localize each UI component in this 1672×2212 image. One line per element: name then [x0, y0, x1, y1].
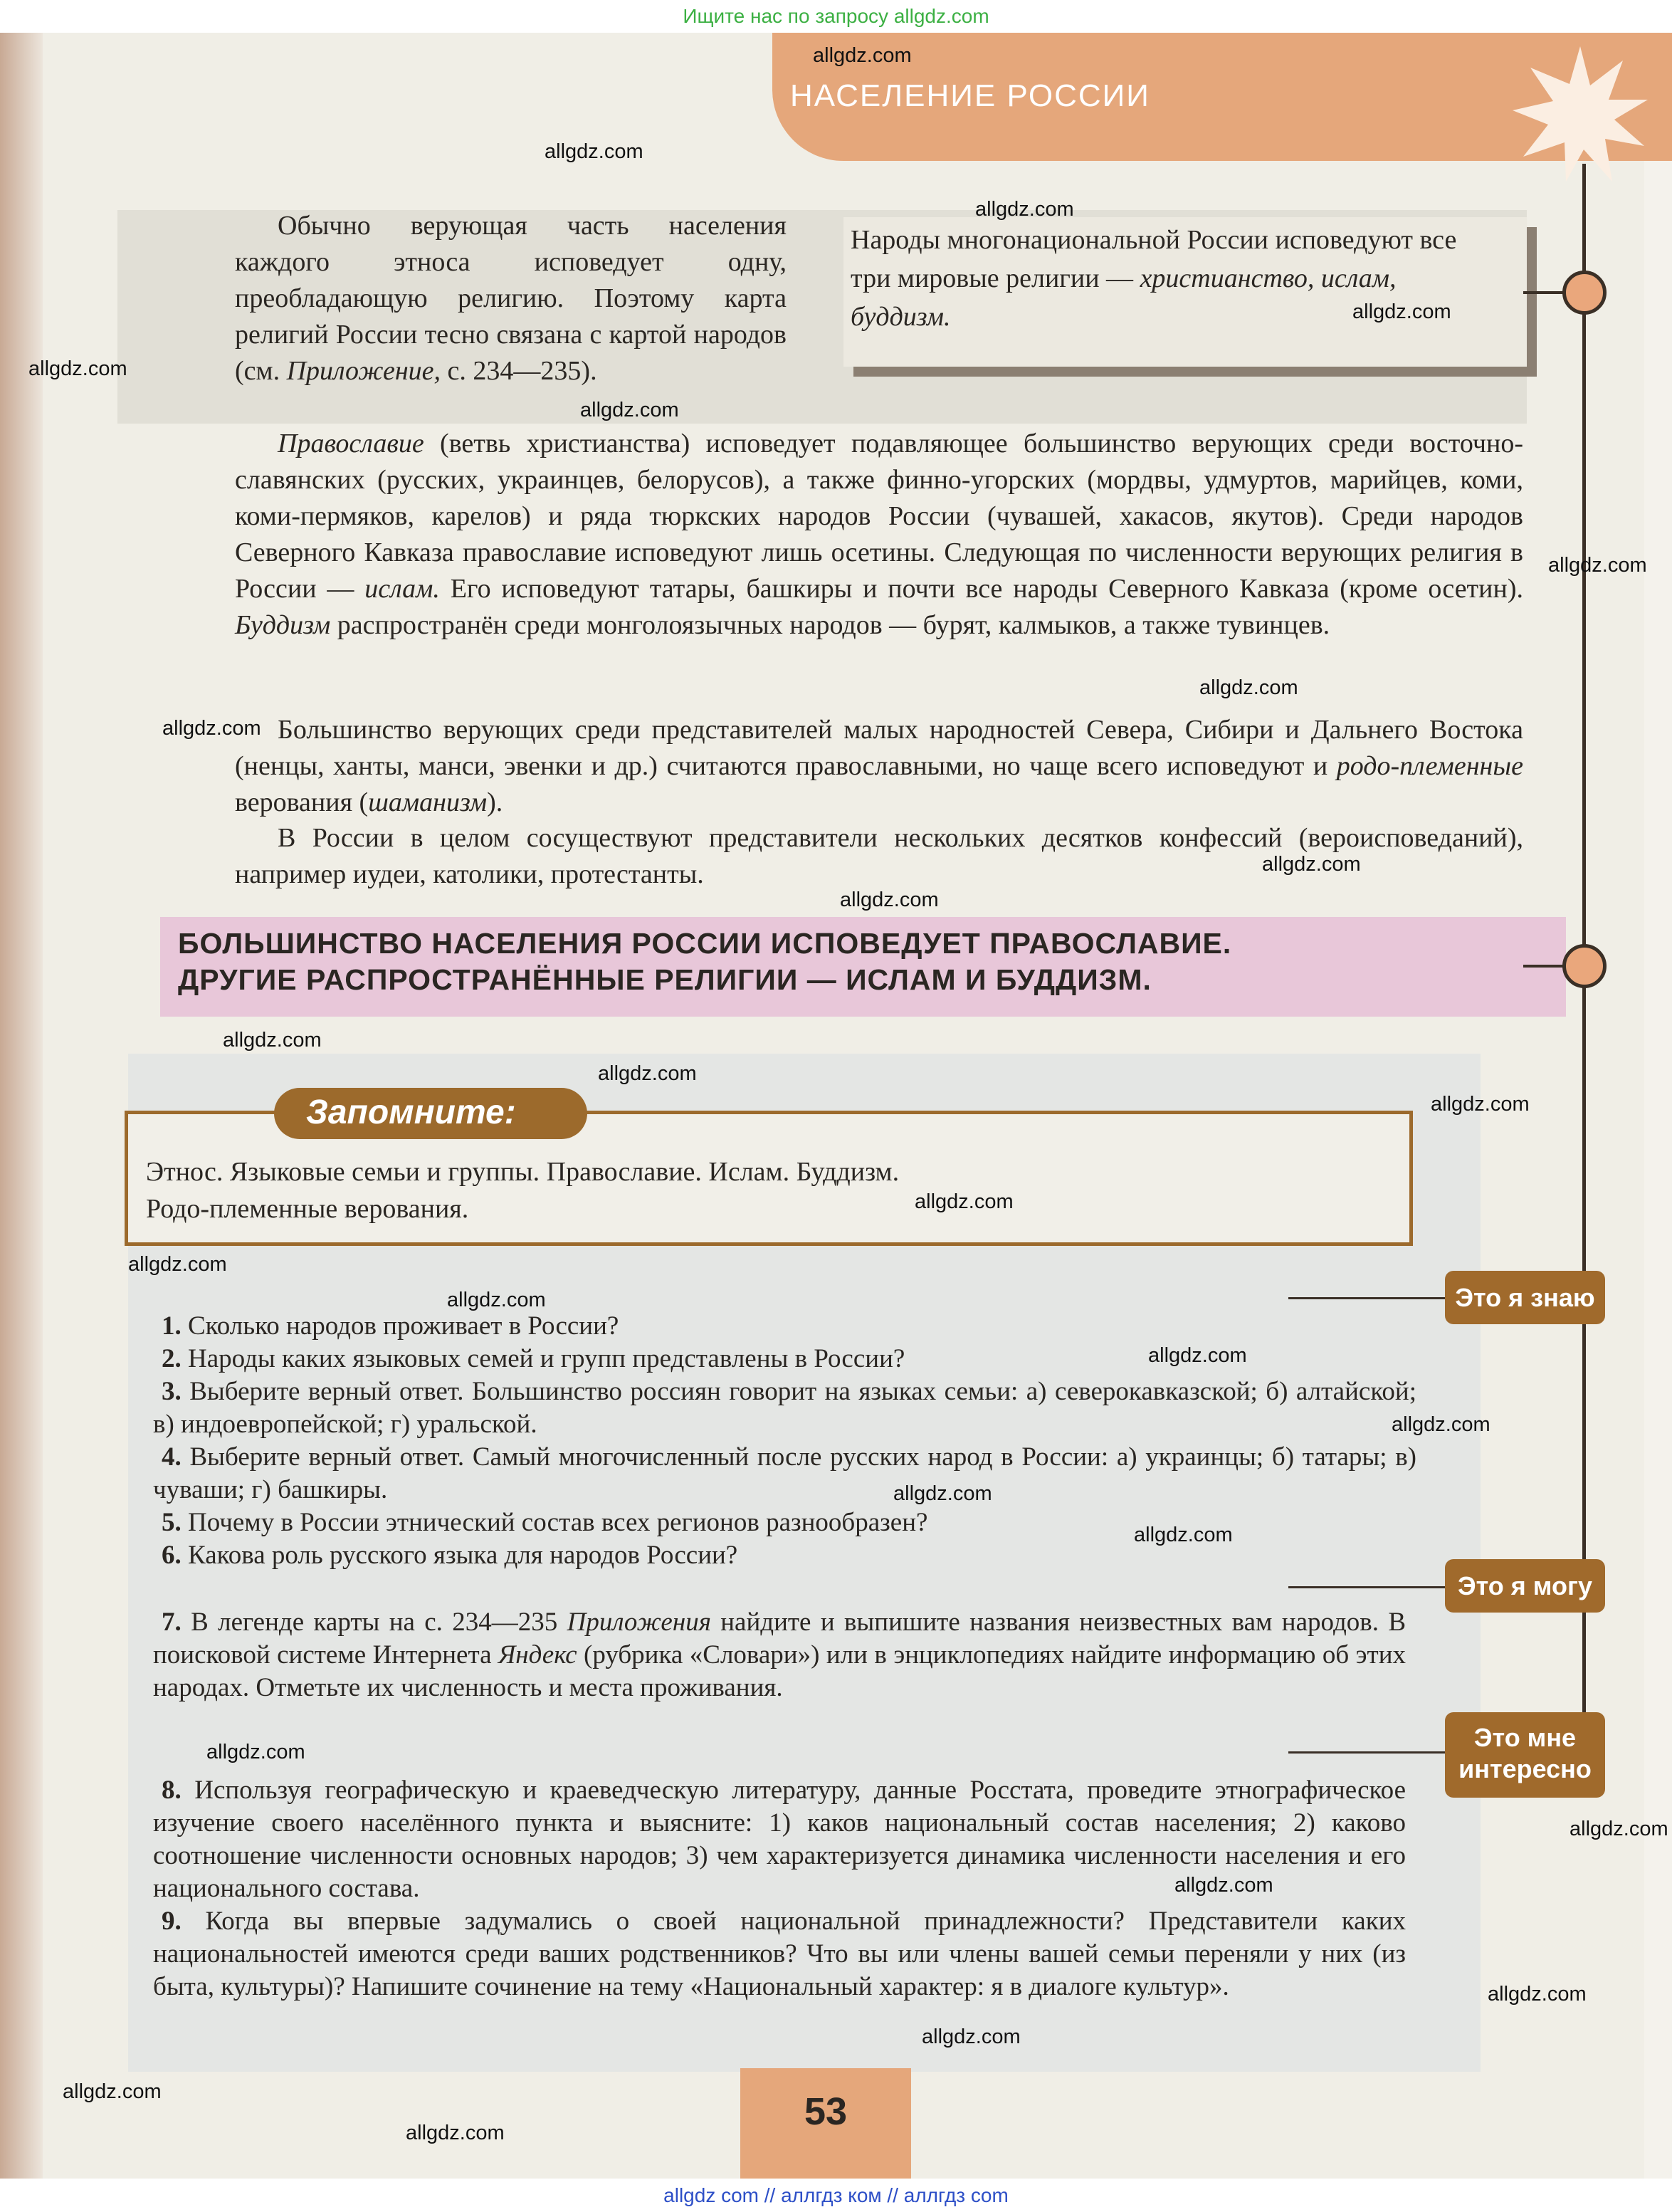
question-7: 7. В легенде карты на с. 234—235 Приложения найдите и выпишите названия неизвестных вам народов. В поисковой системе Интернета Яндекс (рубрика «Словари») или в энциклопедиях найдите информацию об этих народах. Отметьте их численность и места проживания.: [153, 1608, 1406, 1702]
question-1: 1. Сколько народов проживает в России?: [162, 1311, 619, 1341]
paragraph-intro: Обычно верующая часть населения каждого этноса исповедует одну, преобладающую религию. Поэтому карта религий России тесно связана с картой народов (см. Приложение, с. 234—235).: [235, 211, 787, 386]
watermark: allgdz.com: [206, 1741, 305, 1763]
star-icon: [1509, 43, 1651, 185]
section-title: НАСЕЛЕНИЕ РОССИИ: [790, 78, 1150, 113]
paragraph-confessions: В России в целом сосуществуют представители нескольких десятков конфессий (вероисповеданий), например иудеи, католики, протестанты.: [235, 823, 1523, 889]
question-6: 6. Какова роль русского языка для народов России?: [162, 1541, 738, 1570]
page-number: 53: [804, 2090, 848, 2133]
remember-terms: Этнос. Языковые семьи и группы. Православие. Ислам. Буддизм. Родо-племенные верования.: [146, 1157, 900, 1224]
question-2: 2. Народы каких языковых семей и групп представлены в России?: [162, 1344, 905, 1373]
watermark: allgdz.com: [1570, 1818, 1668, 1840]
question-4: 4. Выберите верный ответ. Самый многочисленный после русских народ в России: а) украинцы; б) татары; в) чуваши; г) башкиры.: [153, 1442, 1416, 1504]
timeline-connector: [1523, 965, 1566, 968]
paragraph-small-peoples: Большинство верующих среди представителей малых народностей Севера, Сибири и Дальнего Востока (ненцы, ханты, манси, эвенки и др.) считаются православными, но чаще всего исповедуют и родо-племенные верования (шаманизм).: [235, 715, 1523, 817]
watermark: allgdz.com: [1548, 554, 1647, 577]
summary-text: БОЛЬШИНСТВО НАСЕЛЕНИЯ РОССИИ ИСПОВЕДУЕТ ПРАВОСЛАВИЕ. ДРУГИЕ РАСПРОСТРАНЁННЫЕ РЕЛИГИИ — ИСЛАМ И БУДДИЗМ.: [178, 927, 1232, 996]
watermark: allgdz.com: [915, 1190, 1014, 1213]
watermark: allgdz.com: [922, 2025, 1021, 2048]
definition-text: Народы многонациональной России исповедуют все три мировые религии — христианство, ислам, буддизм.: [851, 225, 1457, 332]
watermark: allgdz.com: [1148, 1344, 1247, 1367]
watermark: allgdz.com: [162, 717, 261, 740]
watermark: allgdz.com: [1352, 300, 1451, 323]
tab-connector: [1288, 1297, 1445, 1299]
watermark: allgdz.com: [975, 198, 1074, 221]
question-9: 9. Когда вы впервые задумались о своей национальной принадлежности? Представители каких национальностей имеются среди ваших родственников? Что вы или члены вашей семьи переняли у них (из быта, культуры)? Напишите сочинение на тему «Национальный характер: я в диалоге культур».: [153, 1907, 1407, 2001]
question-3: 3. Выберите верный ответ. Большинство россиян говорит на языках семьи: а) северокавказской; б) алтайской; в) индоевропейской; г) уральской.: [153, 1377, 1417, 1439]
bottom-banner[interactable]: allgdz com // аллгдз ком // аллгдз com: [0, 2179, 1672, 2212]
watermark: allgdz.com: [28, 357, 127, 380]
tab-this-i-know[interactable]: Это я знаю: [1445, 1271, 1605, 1324]
watermark: allgdz.com: [580, 399, 679, 421]
watermark: allgdz.com: [1199, 676, 1298, 699]
timeline-marker: [1562, 944, 1607, 988]
watermark: allgdz.com: [1174, 1874, 1273, 1897]
watermark: allgdz.com: [406, 2122, 505, 2144]
watermark: allgdz.com: [893, 1482, 992, 1505]
timeline-connector: [1523, 291, 1566, 294]
watermark: allgdz.com: [1488, 1983, 1587, 2006]
question-8: 8. Используя географическую и краеведческую литературу, данные Росстата, проведите этнографическое изучение своего населённого пункта и выясните: 1) каков национальный состав населения; 2) каково соотношение численности основных народов; 3) чем характеризуется динамика численности населения и его национального состава.: [153, 1776, 1406, 1903]
watermark: allgdz.com: [63, 2080, 162, 2103]
watermark: allgdz.com: [1431, 1093, 1530, 1116]
watermark: allgdz.com: [128, 1253, 227, 1276]
remember-title: Запомните:: [306, 1094, 516, 1131]
watermark: allgdz.com: [223, 1029, 322, 1052]
tab-connector: [1288, 1751, 1445, 1754]
page-binding-shadow: [0, 33, 43, 2179]
tab-this-interests-me[interactable]: Это мне интересно: [1445, 1712, 1605, 1798]
tab-connector: [1288, 1586, 1445, 1588]
watermark: allgdz.com: [1392, 1413, 1490, 1436]
top-banner[interactable]: Ищите нас по запросу allgdz.com: [0, 0, 1672, 33]
watermark: allgdz.com: [1134, 1524, 1233, 1546]
watermark: allgdz.com: [447, 1289, 546, 1311]
watermark: allgdz.com: [598, 1062, 697, 1085]
watermark: allgdz.com: [545, 140, 643, 163]
watermark: allgdz.com: [813, 44, 912, 67]
watermark: allgdz.com: [840, 889, 939, 911]
paragraph-orthodoxy: Православие (ветвь христианства) исповедует подавляющее большинство верующих среди восточно-славянских (русских, украинцев, белорусов), а также финно-угорских (мордвы, удмуртов, марийцев, коми, коми-пермяков, карелов) и ряда тюркских народов России (чувашей, хакасов, якутов). Среди народов Северного Кавказа православие исповедуют лишь осетины. Следующая по численности верующих религия в России — ислам. Его исповедуют татары, башкиры и почти все народы Северного Кавказа (кроме осетин). Буддизм распространён среди монголоязычных народов — бурят, калмыков, а также тувинцев.: [235, 429, 1523, 640]
timeline-marker: [1562, 271, 1607, 315]
question-5: 5. Почему в России этнический состав всех регионов разнообразен?: [162, 1508, 928, 1537]
watermark: allgdz.com: [1262, 853, 1361, 876]
tab-this-i-can[interactable]: Это я могу: [1445, 1559, 1605, 1613]
